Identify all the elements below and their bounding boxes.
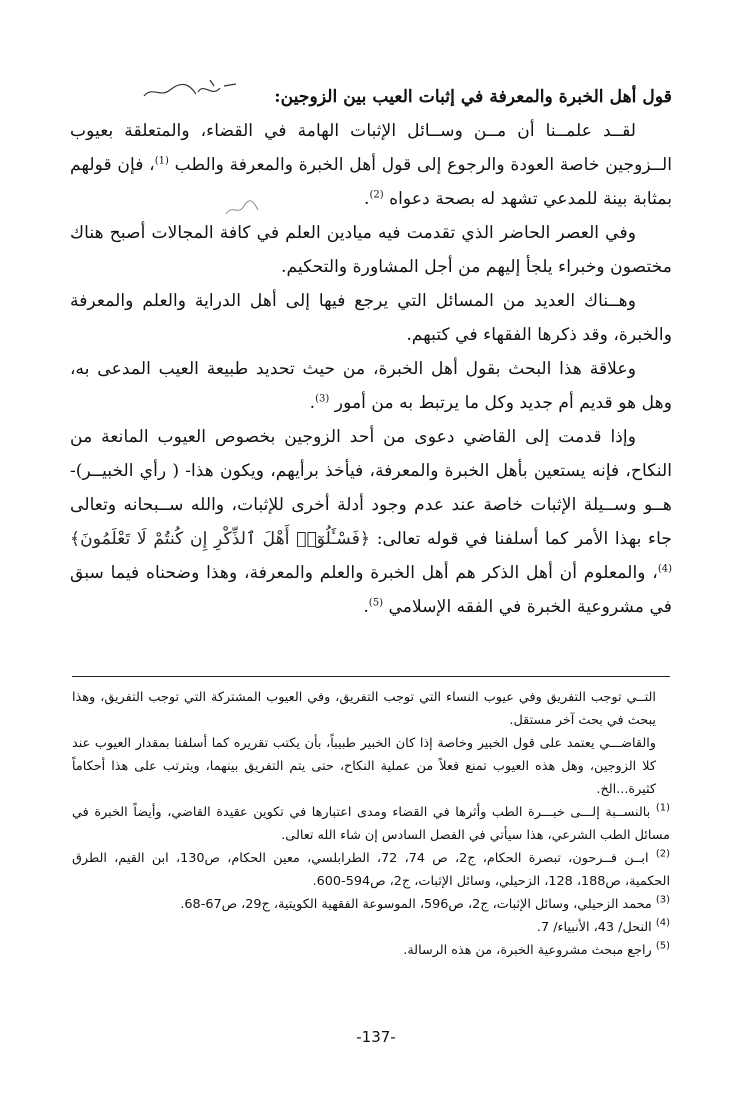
footnote-2: $^{(2)}$ ابــن فــرحون، تبصرة الحكام، ج2، ص 74، 72، الطرابلسي، معين الحكام، ص130، ابن القيم، الطرق الحكمية، ص188، 128، الزحيلي، وسائل الإثبات، ج2، ص594-600.	[72, 848, 670, 889]
footnote-ref-1: (1)	[154, 155, 169, 167]
footnote-ref-2: (2)	[369, 189, 384, 201]
footnote-separator	[72, 676, 670, 677]
footnote-4: $^{(4)}$ النحل/ 43، الأنبياء/ 7.	[536, 917, 670, 935]
footnotes	[72, 686, 670, 962]
footnote-continuation-2: والقاضـــي يعتمد على قول الخبير وخاصة إذا كان الخبير طبيباً، بأن يكتب تقريره كما أسلفنا بمقدار العيوب عند كلا الزوجين، وهل هذه العيوب تمنع فعلاً من عملية النكاح، حتى يتم التفريق بينهما، ويترتب على هذا أحكاماً كثيرة...الخ.	[72, 736, 656, 797]
paragraph-1: لقــد علمــنا أن مــن وســائل الإثبات الهامة في القضاء، والمتعلقة بعيوب الــزوجين خاصة العودة والرجوع إلى قول أهل الخبرة والمعرفة والطب $^{(1)}$، فإن قولهم بمثابة بينة للمدعي تشهد له بصحة دعواه $^{(2)}$.	[70, 121, 672, 209]
section-heading: قول أهل الخبرة والمعرفة في إثبات العيب بين الزوجين:	[274, 87, 672, 107]
footnote-ref-3: (3)	[315, 393, 330, 405]
main-text	[70, 80, 672, 624]
footnote-3: $^{(3)}$ محمد الزحيلي، وسائل الإثبات، ج2، ص596، الموسوعة الفقهية الكويتية، ج29، ص67-68.	[180, 894, 670, 912]
quran-verse: ﴿فَسْـَٔلُوٓا۟ أَهْلَ ٱلذِّكْرِ إِن كُنتُمْ لَا تَعْلَمُونَ﴾	[70, 529, 371, 549]
footnote-continuation-1: التــي توجب التفريق وفي عيوب النساء التي توجب التفريق، وفي العيوب المشتركة التي توجب التفريق، وهذا يبحث في بحث آخر مستقل.	[72, 690, 656, 728]
page-number: -137-	[356, 1028, 396, 1046]
paragraph-3: وهــناك العديد من المسائل التي يرجع فيها إلى أهل الدراية والعلم والمعرفة والخبرة، وقد ذكرها الفقهاء في كتبهم.	[70, 291, 672, 345]
footnote-5: $^{(5)}$ راجع مبحث مشروعية الخبرة، من هذه الرسالة.	[403, 940, 670, 958]
footnote-ref-5: (5)	[368, 597, 383, 609]
footnote-ref-4: (4)	[657, 563, 672, 575]
paragraph-4: وعلاقة هذا البحث بقول أهل الخبرة، من حيث تحديد طبيعة العيب المدعى به، وهل هو قديم أم جديد وكل ما يرتبط به من أمور $^{(3)}$.	[70, 359, 672, 413]
footnote-1: $^{(1)}$ بالنســبة إلـــى خبـــرة الطب وأثرها في القضاء ومدى اعتبارها في تكوين عقيدة القاضي، وأيضاً الخبرة في مسائل الطب الشرعي، هذا سيأتي في الفصل السادس إن شاء الله تعالى.	[72, 802, 671, 843]
paragraph-5: وإذا قدمت إلى القاضي دعوى من أحد الزوجين بخصوص العيوب المانعة من النكاح، فإنه يستعين بأهل الخبرة والمعرفة، فيأخذ برأيهم، ويكون هذا- ( رأي الخبيــر)- هــو وســيلة الإثبات خاصة عند عدم وجود أدلة أخرى للإثبات، والله ســبحانه وتعالى جاء بهذا الأمر كما أسلفنا في قوله تعالى: ﴿فَسْـَٔلُوٓا۟ أَهْلَ ٱلذِّكْرِ إِن كُنتُمْ لَا تَعْلَمُونَ﴾$^{(4)}$، والمعلوم أن أهل الذكر هم أهل الخبرة والعلم والمعرفة، وهذا وضحناه فيما سبق في مشروعية الخبرة في الفقه الإسلامي $^{(5)}$.	[70, 427, 672, 617]
paragraph-2: وفي العصر الحاضر الذي تقدمت فيه ميادين العلم في كافة المجالات أصبح هناك مختصون وخبراء يلجأ إليهم من أجل المشاورة والتحكيم.	[70, 223, 672, 277]
